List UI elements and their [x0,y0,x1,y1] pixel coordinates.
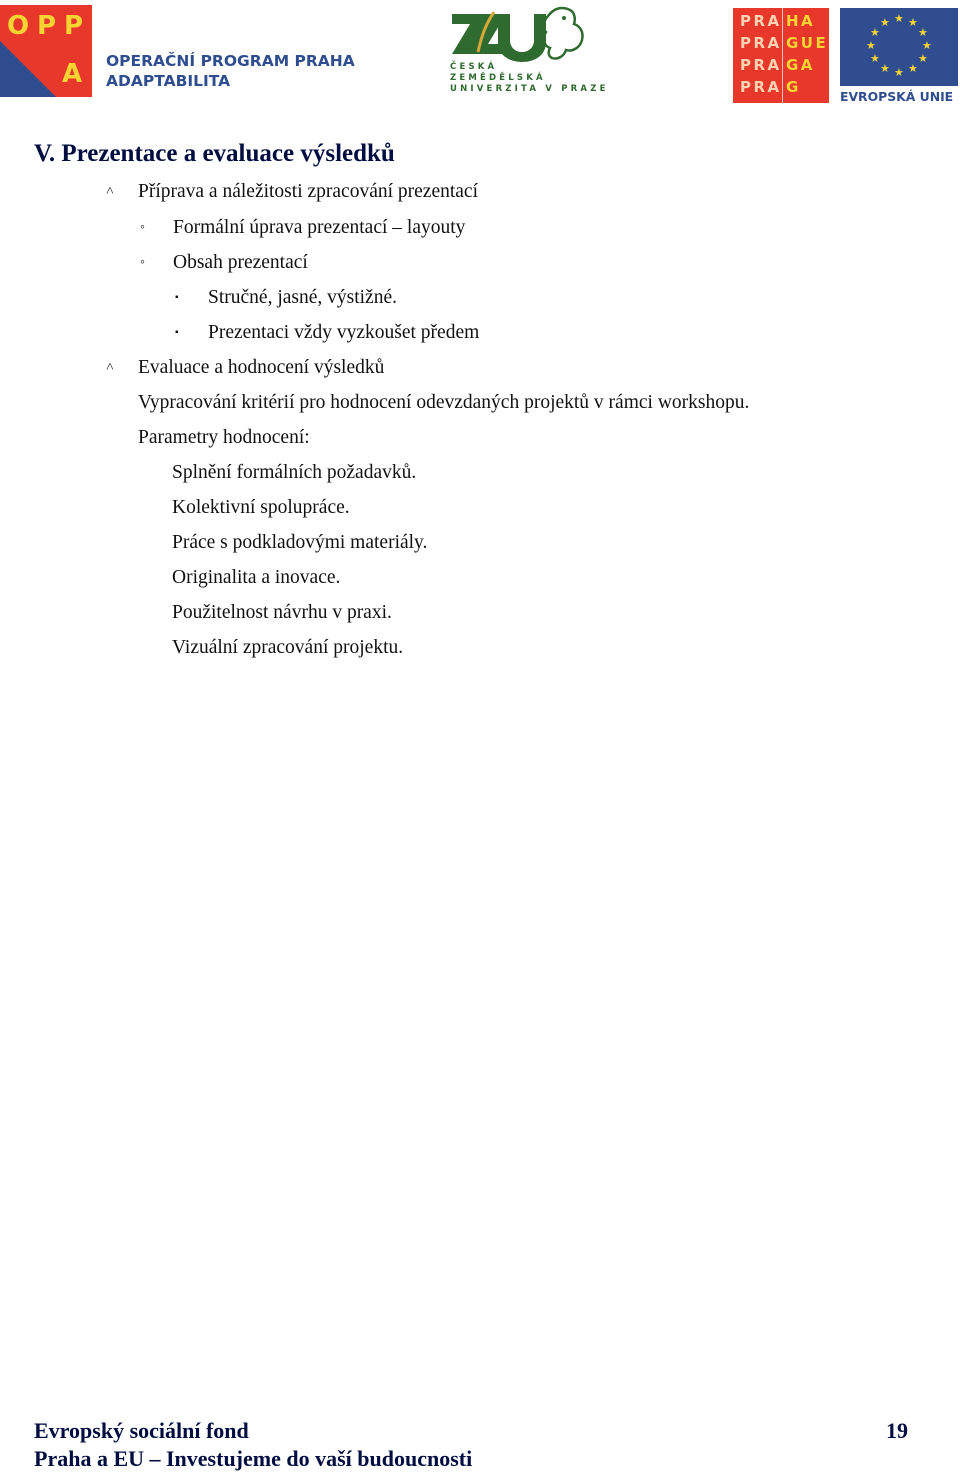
praha-logo-text: HA [786,12,816,30]
opp-letter: A [62,59,89,89]
param-item: Splnění formálních požadavků. [172,462,417,483]
eu-star-icon: ★ [866,40,876,52]
eu-logo [840,8,960,104]
czu-logo-line1: ČESKÁ [450,62,498,72]
param-item: Použitelnost návrhu v praxi. [172,602,392,623]
eu-star-icon: ★ [908,17,918,29]
param-item: Kolektivní spolupráce. [172,497,350,518]
opp-logo-line1: OPERAČNÍ PROGRAM PRAHA [106,52,355,70]
eu-star-icon: ★ [894,67,904,79]
praha-logo-text: G [786,78,801,96]
opp-logo-line2: ADAPTABILITA [106,72,231,90]
circle-icon: ◦ [140,220,145,235]
list-item: Prezentaci vždy vyzkoušet předem [208,322,480,343]
footer-line1: Evropský sociální fond [34,1418,249,1443]
praha-logo-text: PRA [740,34,782,52]
arrow-icon: ˄ [106,184,114,199]
eu-star-icon: ★ [870,27,880,39]
section-title: V. Prezentace a evaluace výsledků [34,140,395,167]
opp-letter: O [7,11,36,41]
eu-flag-icon [840,8,958,86]
list-item: Formální úprava prezentací – layouty [173,217,466,238]
eu-star-icon: ★ [908,63,918,75]
paragraph: Vypracování kritérií pro hodnocení odevzdaných projektů v rámci workshopu. [138,392,750,413]
eu-star-icon: ★ [918,53,928,65]
square-icon: ▪ [175,327,179,338]
eu-star-icon: ★ [922,40,932,52]
opp-letter: P [64,11,90,41]
page-number: 19 [886,1418,908,1443]
opp-logo-triangle [0,41,56,97]
praha-logo-text: PRA [740,78,782,96]
footer-line2: Praha a EU – Investujeme do vaší budoucnosti [34,1446,473,1471]
square-icon: ▪ [175,292,179,303]
eu-star-icon: ★ [894,13,904,25]
list-item: Stručné, jasné, výstižné. [208,287,397,308]
eu-logo-label: EVROPSKÁ UNIE [840,89,954,104]
praha-logo-text: GA [786,56,815,74]
opp-adaptabilita-logo [0,5,355,100]
circle-icon: ◦ [140,255,145,270]
czu-lion-emblem-icon [448,4,590,62]
params-label: Parametry hodnocení: [138,427,310,448]
czu-university-logo [448,4,609,96]
list-item: Příprava a náležitosti zpracování prezentací [138,181,478,202]
eu-star-icon: ★ [880,17,890,29]
eu-star-icon: ★ [918,27,928,39]
opp-logo-mark [0,5,92,97]
opp-letter: P [37,11,63,41]
list-item: Obsah prezentací [173,252,308,273]
praha-logo-text: PRA [740,12,782,30]
param-item: Práce s podkladovými materiály. [172,532,428,553]
param-item: Originalita a inovace. [172,567,341,588]
praha-logo-text: GUE [786,34,829,52]
eu-star-icon: ★ [880,63,890,75]
list-item: Evaluace a hodnocení výsledků [138,357,385,378]
praha-logo [733,8,829,103]
arrow-icon: ˄ [106,360,114,375]
czu-logo-line2: ZEMĚDĚLSKÁ [450,73,546,83]
czu-logo-line3: UNIVERZITA V PRAZE [450,84,609,94]
eu-star-icon: ★ [870,53,880,65]
praha-logo-divider [782,8,783,103]
praha-logo-text: PRA [740,56,782,74]
param-item: Vizuální zpracování projektu. [172,637,404,658]
